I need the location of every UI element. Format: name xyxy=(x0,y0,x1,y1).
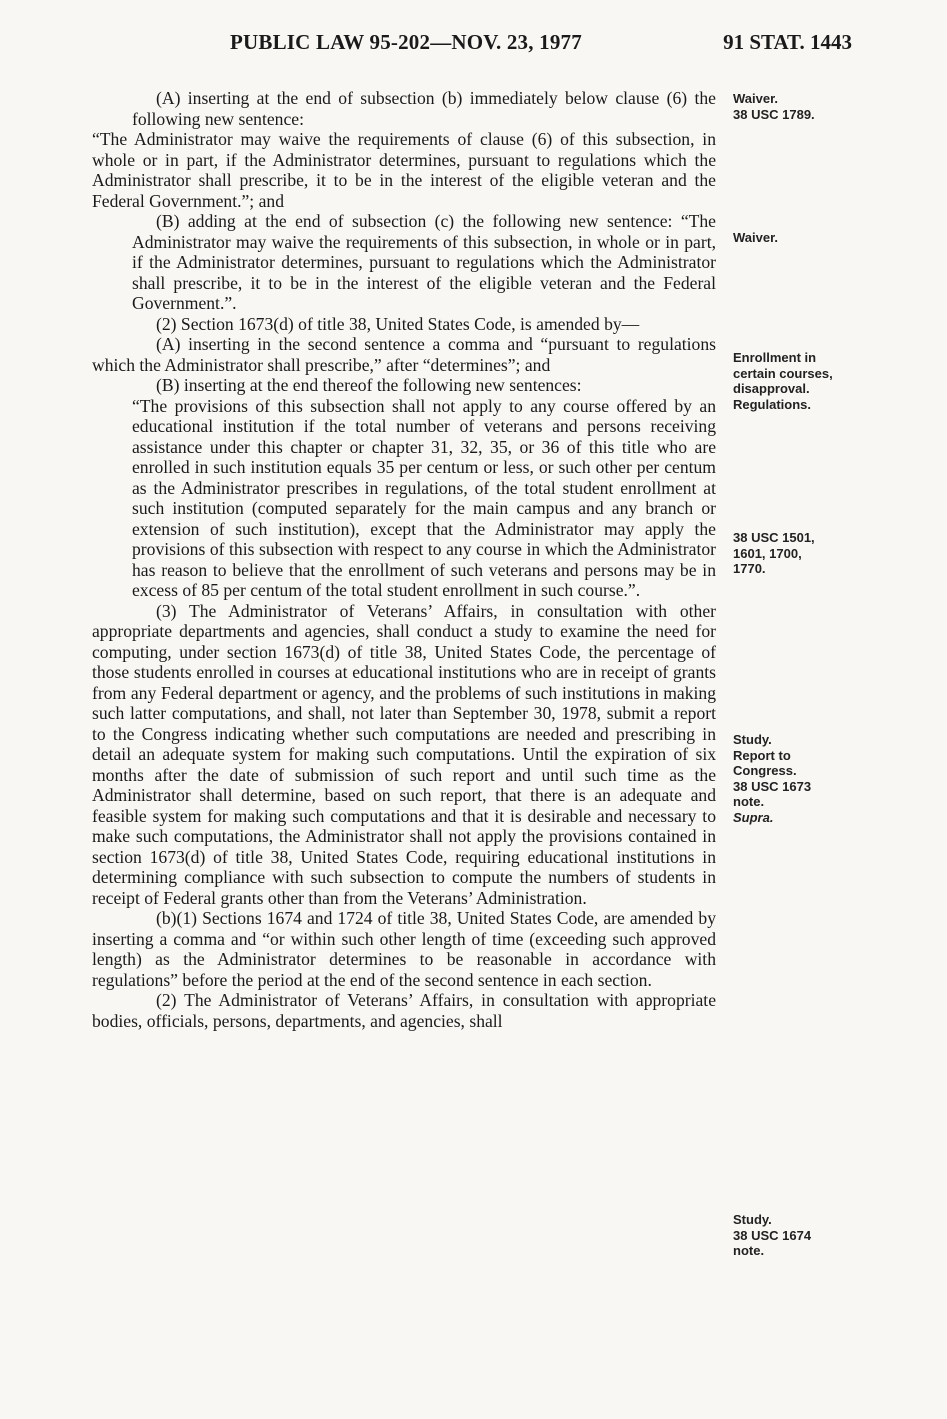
page-header xyxy=(92,30,852,66)
section-2-amendment: (2) Section 1673(d) of title 38, United States Code, is amended by— xyxy=(156,313,640,334)
margin-note-usc-refs: 38 USC 1501, 1601, 1700, 1770. xyxy=(733,530,815,576)
subsection-b1: (b)(1) Sections 1674 and 1724 of title 38, United States Code, are amended by inserting a comma and “or within such other length of time (exceeding such approved length) as the Administrator determines to be reasonable in accordance with regulations” before the period at the end of the second sentence in each section. xyxy=(92,908,716,990)
law-body xyxy=(92,88,716,1031)
clause-b-adding: (B) adding at the end of subsection (c) the following new sentence: “The Administrator may waive the requirements of this subsection, in whole or in part, if the Administrator determines, pursuant to regulations which the Administrator shall prescribe, it to be in the interest of the eligible veteran and the Federal Government.”. xyxy=(132,211,716,313)
clause-a-comma-insert: (A) inserting in the second sentence a comma and “pursuant to regulations which the Administrator shall prescribe,” after “determines”; and xyxy=(92,334,716,375)
section-3-study: (3) The Administrator of Veterans’ Affairs, in consultation with other appropriate departments and agencies, shall conduct a study to examine the need for computing, under section 1673(d) of title 38, United States Code, the percentage of those students enrolled in courses at educational institutions who are in receipt of grants from any Federal department or agency, and the problems of such institutions in making such latter computations, and shall, not later than September 30, 1978, submit a report to the Congress indicating whether such computations are needed and prescribing in detail an adequate system for making such computations. Until the expiration of six months after the date of submission of such report and until such time as the Administrator shall determine, based on such report, that there is an adequate and feasible system for making such computations and that it is desirable and necessary to make such computations, the Administrator shall not apply the provisions contained in section 1673(d) of title 38, United States Code, requiring educational institutions in determining compliance with such subsection to compute the numbers of students in receipt of Federal grants other than from the Veterans’ Administration. xyxy=(92,600,716,908)
clause-b-new-sentences: (B) inserting at the end thereof the following new sentences: xyxy=(156,375,582,395)
margin-note-waiver-1: Waiver. 38 USC 1789. xyxy=(733,91,815,122)
margin-note-enrollment: Enrollment in certain courses, disapproval. Regulations. xyxy=(733,350,833,412)
quoted-enrollment-provision: “The provisions of this subsection shall not apply to any course offered by an educational institution if the total number of veterans and persons receiving assistance under this chapter or chapter 31, 32, 35, or 36 of this title who are enrolled in such institution equals 35 per centum or less, or such other per centum as the Administrator prescribes in regulations, of the total student enrollment at such institution (computed separately for the main campus and any branch or extension of such institution), except that the Administrator may apply the provisions of this subsection with respect to any course in which the Administrator has reason to believe that the enrollment of such veterans and persons may be in excess of 85 per centum of the total student enrollment in such course.”. xyxy=(132,395,716,600)
margin-note-study-2: Study. 38 USC 1674 note. xyxy=(733,1212,812,1258)
law-title: PUBLIC LAW 95-202—NOV. 23, 1977 xyxy=(230,30,582,54)
quoted-waiver-clause-6: “The Administrator may waive the requirements of clause (6) of this subsection, in whole or in part, if the Administrator determines, pursuant to regulations which the Administrator shall prescribe, it to be in the interest of the eligible veteran and the Federal Government.”; and xyxy=(92,129,716,211)
margin-note-waiver-2: Waiver. xyxy=(733,230,779,245)
stat-reference: 91 STAT. 1443 xyxy=(723,30,852,54)
clause-a-insert: (A) inserting at the end of subsection (b) immediately below clause (6) the following new sentence: xyxy=(132,88,716,129)
subsection-b2: (2) The Administrator of Veterans’ Affairs, in consultation with appropriate bodies, officials, persons, departments, and agencies, shall xyxy=(92,990,716,1031)
margin-note-study-report: Study. Report to Congress. 38 USC 1673 note. Supra. xyxy=(733,732,812,825)
